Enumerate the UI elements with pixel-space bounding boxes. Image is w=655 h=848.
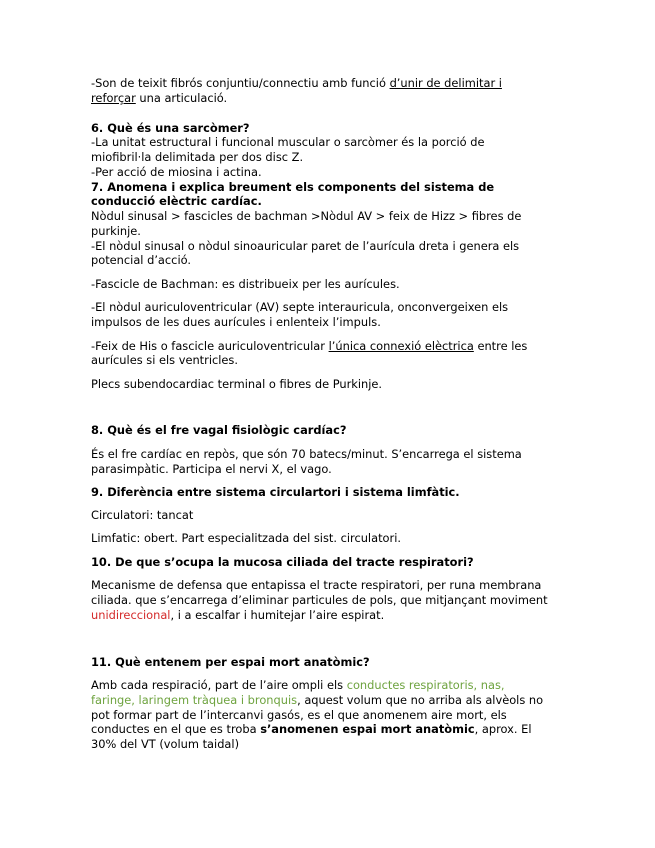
q7-av-1: -El nòdul auriculoventricular (AV) septe interauricula, onconvergeixen els — [91, 300, 509, 314]
intro-line-2 — [91, 91, 227, 105]
q7-his-underlined: l’única connexió elèctrica — [328, 339, 474, 353]
q10-line-1: Mecanisme de defensa que entapissa el tracte respiratori, per runa membrana — [91, 578, 542, 592]
q11-line-4 — [91, 722, 532, 736]
q10-text: , i a escalfar i humitejar l’aire espirat. — [170, 608, 385, 622]
q11-title: 11. Què entenem per espai mort anatòmic? — [91, 655, 370, 669]
q11-text-2: , aquest volum que no arriba als alvèols no — [297, 693, 544, 707]
q9-line-1: Circulatori: tancat — [91, 508, 194, 522]
q7-bachman: -Fascicle de Bachman: es distribueix per les aurícules. — [91, 277, 400, 291]
q8-title: 8. Què és el fre vagal fisiològic cardíac? — [91, 423, 347, 437]
q7-seq-2: purkinje. — [91, 224, 141, 238]
q7-his-text: -Feix de His o fascicle auriculoventricular — [91, 339, 329, 353]
q7-seq-1: Nòdul sinusal > fascicles de bachman >Nòdul AV > feix de Hizz > fibres de — [91, 209, 522, 223]
q7-title-2: conducció elèctric cardíac. — [91, 194, 262, 208]
q11-text: Amb cada respiració, part de l’aire ompli els — [91, 678, 347, 692]
q10-highlight-red: unidireccional — [91, 608, 171, 622]
q11-text-4: conductes en el que es troba — [91, 722, 261, 736]
q11-bold-term: s’anomenen espai mort anatòmic — [260, 722, 475, 736]
q9-title: 9. Diferència entre sistema circulartori i sistema limfàtic. — [91, 485, 460, 499]
q8-line-2: parasimpàtic. Participa el nervi X, el vago. — [91, 462, 332, 476]
q7-title-1: 7. Anomena i explica breument els components del sistema de — [91, 180, 495, 194]
intro-text: -Son de teixit fibrós conjuntiu/connectiu amb funció — [91, 76, 390, 90]
q10-line-2: ciliada. que s’encarrega d’eliminar particules de pols, que mitjançant moviment — [91, 593, 548, 607]
q7-his-2: aurícules si els ventricles. — [91, 353, 238, 367]
q11-line-3: pot formar part de l’intercanvi gasós, es el que anomenem aire mort, els — [91, 708, 507, 722]
q11-highlight-green-2: faringe, laringem tràquea i bronquis — [91, 693, 298, 707]
q7-purkinje: Plecs subendocardiac terminal o fibres de Purkinje. — [91, 377, 383, 391]
q6-line-1: -La unitat estructural i funcional muscular o sarcòmer és la porció de — [91, 135, 485, 149]
q11-line-2 — [91, 693, 543, 707]
q11-highlight-green: conductes respiratoris, nas, — [346, 678, 505, 692]
q10-line-3 — [91, 608, 384, 622]
q7-sinusal-2: potencial d’acció. — [91, 253, 191, 267]
q6-line-2: miofibril·la delimitada per dos disc Z. — [91, 150, 304, 164]
q7-his-1 — [91, 339, 527, 353]
q8-line-1: És el fre cardíac en repòs, que són 70 batecs/minut. S’encarrega el sistema — [91, 447, 522, 461]
intro-text-2: una articulació. — [135, 91, 228, 105]
q7-his-text-end: entre les — [473, 339, 528, 353]
q11-line-5: 30% del VT (volum taidal) — [91, 737, 240, 751]
q10-title: 10. De que s’ocupa la mucosa ciliada del tracte respiratori? — [91, 555, 474, 569]
q11-line-1 — [91, 678, 505, 692]
intro-underlined-2: reforçar — [91, 91, 136, 105]
intro-underlined: d’unir de delimitar i — [389, 76, 502, 90]
q7-av-2: impulsos de les dues aurícules i enlenteix l’impuls. — [91, 315, 381, 329]
q9-line-2: Limfatic: obert. Part especialitzada del sist. circulatori. — [91, 531, 401, 545]
q6-title: 6. Què és una sarcòmer? — [91, 121, 250, 135]
q7-sinusal-1: -El nòdul sinusal o nòdul sinoauricular paret de l’aurícula dreta i genera els — [91, 239, 520, 253]
intro-line-1 — [91, 76, 502, 90]
q6-line-3: -Per acció de miosina i actina. — [91, 165, 262, 179]
q11-text-4-end: , aprox. El — [474, 722, 532, 736]
